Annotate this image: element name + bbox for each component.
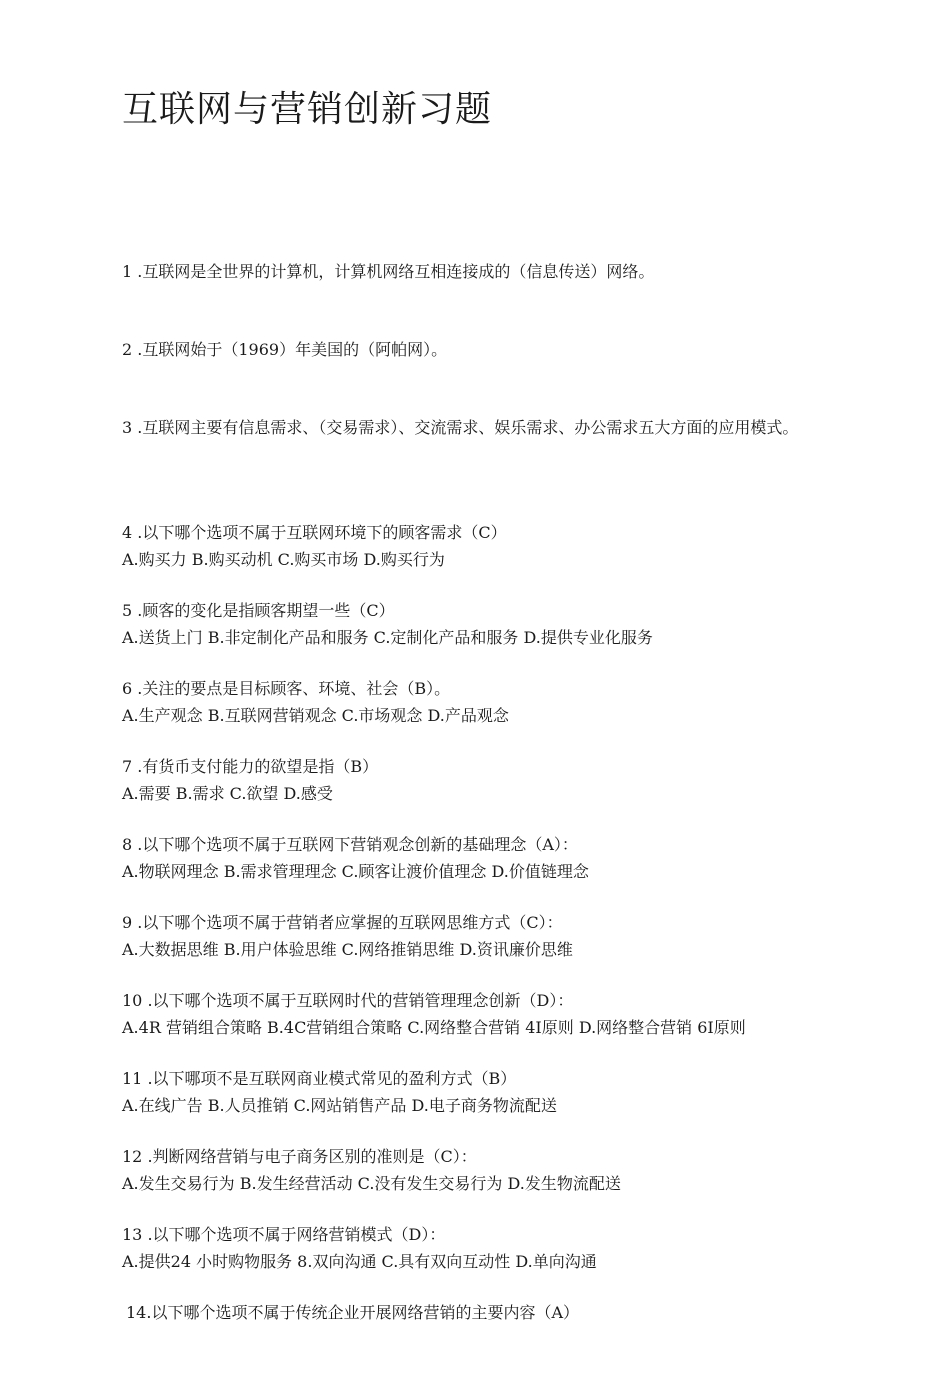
question-item [122,909,842,987]
question-item [122,831,842,909]
question-text: 1 .互联网是全世界的计算机，计算机网络互相连接成的（信息传送）网络。 [122,262,655,281]
question-text: 13 .以下哪个选项不属于网络营销模式（D）： [122,1225,446,1244]
question-text: 12 .判断网络营销与电子商务区别的准则是（C）： [122,1147,477,1166]
question-options: A.在线广告 B.人员推销 C.网站销售产品 D.电子商务物流配送 [122,1096,557,1115]
question-options: A.生产观念 B.互联网营销观念 C.市场观念 D.产品观念 [122,706,509,725]
question-item [122,258,842,336]
question-text: 8 .以下哪个选项不属于互联网下营销观念创新的基础理念（A）： [122,835,578,854]
question-text: 5 .顾客的变化是指顾客期望一些（C） [122,601,395,620]
question-item [122,1065,842,1143]
question-item [122,519,842,597]
question-item [122,675,842,753]
question-item [122,1143,842,1221]
question-text: 9 .以下哪个选项不属于营销者应掌握的互联网思维方式（C）： [122,913,563,932]
question-text: 3 .互联网主要有信息需求、（交易需求）、交流需求、娱乐需求、办公需求五大方面的应用模式。 [122,418,799,437]
question-item [122,414,842,519]
question-options: A.送货上门 B.非定制化产品和服务 C.定制化产品和服务 D.提供专业化服务 [122,628,653,647]
question-text: 11 .以下哪项不是互联网商业模式常见的盈利方式（B） [122,1069,517,1088]
question-options: A.物联网理念 B.需求管理理念 C.顾客让渡价值理念 D.价值链理念 [122,862,589,881]
question-text: 10 .以下哪个选项不属于互联网时代的营销管理理念创新（D）： [122,991,574,1010]
question-options: A.4R 营销组合策略 B.4C营销组合策略 C.网络整合营销 4I原则 D.网络整合营销 6I原则 [122,1018,746,1037]
question-list [122,258,842,1377]
question-item [122,336,842,414]
question-options: A.发生交易行为 B.发生经营活动 C.没有发生交易行为 D.发生物流配送 [122,1174,621,1193]
question-item [122,753,842,831]
question-text: 4 .以下哪个选项不属于互联网环境下的顾客需求（C） [122,523,507,542]
question-text: 7 .有货币支付能力的欲望是指（B） [122,757,379,776]
question-item [122,1221,842,1299]
question-text: 2 .互联网始于（1969）年美国的（阿帕网）。 [122,340,448,359]
question-options: A.需要 B.需求 C.欲望 D.感受 [122,784,333,803]
question-item [122,987,842,1065]
question-text: 14.以下哪个选项不属于传统企业开展网络营销的主要内容（A） [126,1303,580,1322]
question-options: A.提供24 小时购物服务 8.双向沟通 C.具有双向互动性 D.单向沟通 [122,1252,597,1271]
question-options: A.大数据思维 B.用户体验思维 C.网络推销思维 D.资讯廉价思维 [122,940,573,959]
question-text: 6 .关注的要点是目标顾客、环境、社会（B）。 [122,679,451,698]
page-title: 互联网与营销创新习题 [122,89,493,130]
question-item [122,597,842,675]
question-item [122,1299,842,1377]
question-options: A.购买力 B.购买动机 C.购买市场 D.购买行为 [122,550,445,569]
